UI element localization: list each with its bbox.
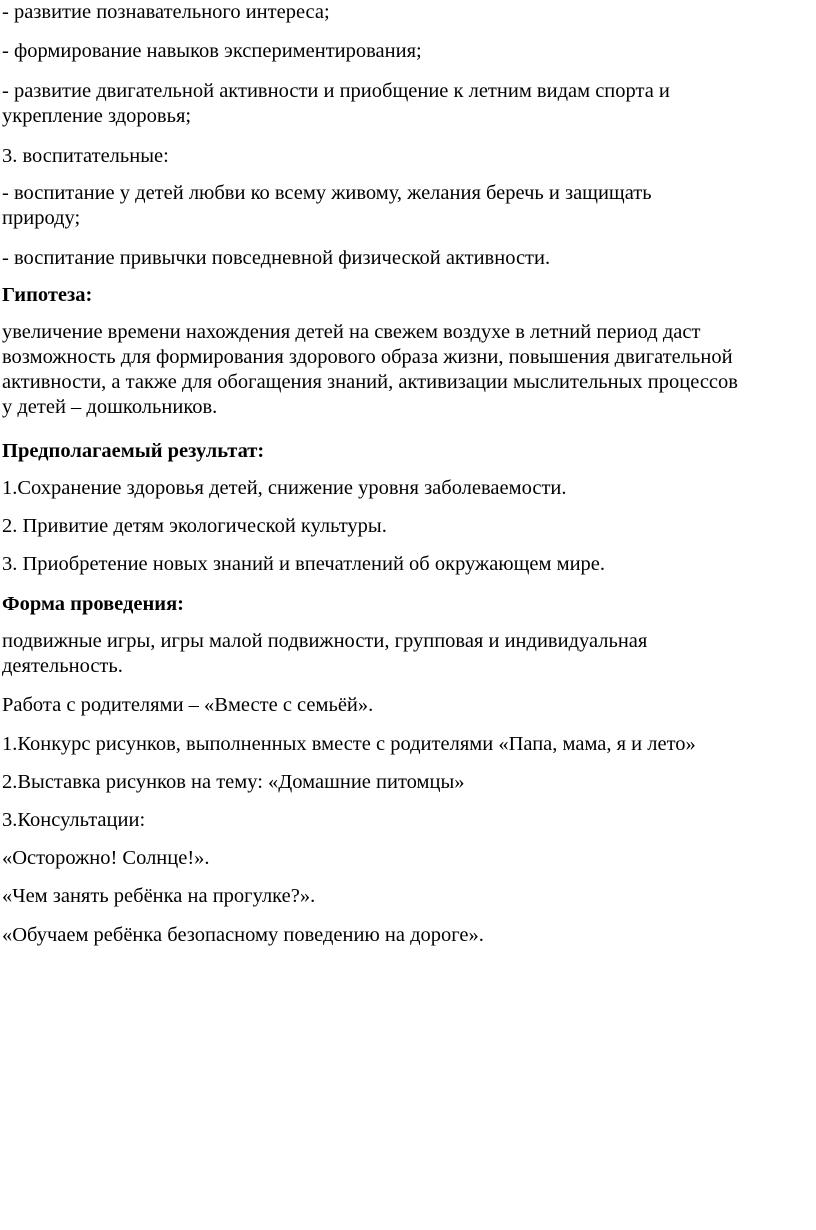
text-line: природу; (2, 207, 81, 229)
consultation-3 (2, 923, 814, 948)
text-line: 1.Конкурс рисунков, выполненных вместе с родителями «Папа, мама, я и лето» (2, 733, 696, 755)
text-line: «Осторожно! Солнце!». (2, 847, 210, 869)
text-line: активности, а также для обогащения знаний, активизации мыслительных процессов (2, 371, 738, 393)
result-item-3 (2, 552, 814, 577)
heading-expected-result (2, 439, 814, 464)
consultation-1 (2, 846, 814, 871)
text-line: возможность для формирования здорового образа жизни, повышения двигательной (2, 346, 733, 368)
text-line: увеличение времени нахождения детей на свежем воздухе в летний период даст (2, 321, 701, 343)
text-line: - развитие двигательной активности и приобщение к летним видам спорта и (2, 80, 670, 102)
goal-experimenting-skills (2, 39, 814, 64)
text-line: 3.Консультации: (2, 809, 146, 831)
text-line: - воспитание привычки повседневной физической активности. (2, 247, 551, 269)
hypothesis-text (2, 320, 814, 420)
text-line: укрепление здоровья; (2, 105, 192, 127)
text-line: Работа с родителями – «Вместе с семьёй». (2, 694, 374, 716)
goal-physical-habit (2, 246, 814, 271)
text-line: Предполагаемый результат: (2, 440, 265, 462)
consultation-2 (2, 884, 814, 909)
text-line: у детей – дошкольников. (2, 396, 218, 418)
goal-cognitive-interest (2, 0, 814, 25)
parents-item-2 (2, 770, 814, 795)
section-educational (2, 144, 814, 169)
parents-item-1 (2, 732, 814, 757)
goal-motor-activity (2, 79, 814, 129)
text-line: 2. Привитие детям экологической культуры. (2, 515, 387, 537)
text-line: 2.Выставка рисунков на тему: «Домашние питомцы» (2, 771, 465, 793)
parents-item-3 (2, 808, 814, 833)
text-line: 3. Приобретение новых знаний и впечатлений об окружающем мире. (2, 553, 606, 575)
heading-hypothesis (2, 283, 814, 308)
text-line: 1.Сохранение здоровья детей, снижение уровня заболеваемости. (2, 477, 567, 499)
text-line: - воспитание у детей любви ко всему живому, желания беречь и защищать (2, 182, 652, 204)
goal-love-nature (2, 181, 814, 231)
heading-form (2, 592, 814, 617)
form-text (2, 629, 814, 679)
parents-work (2, 693, 814, 718)
text-line: 3. воспитательные: (2, 145, 169, 167)
text-line: деятельность. (2, 655, 123, 677)
text-line: - формирование навыков экспериментирования; (2, 40, 422, 62)
text-line: - развитие познавательного интереса; (2, 1, 330, 23)
result-item-1 (2, 476, 814, 501)
text-line: Форма проведения: (2, 593, 185, 615)
text-line: подвижные игры, игры малой подвижности, групповая и индивидуальная (2, 630, 648, 652)
result-item-2 (2, 514, 814, 539)
text-line: «Обучаем ребёнка безопасному поведению на дороге». (2, 924, 484, 946)
text-line: Гипотеза: (2, 284, 93, 306)
text-line: «Чем занять ребёнка на прогулке?». (2, 885, 316, 907)
